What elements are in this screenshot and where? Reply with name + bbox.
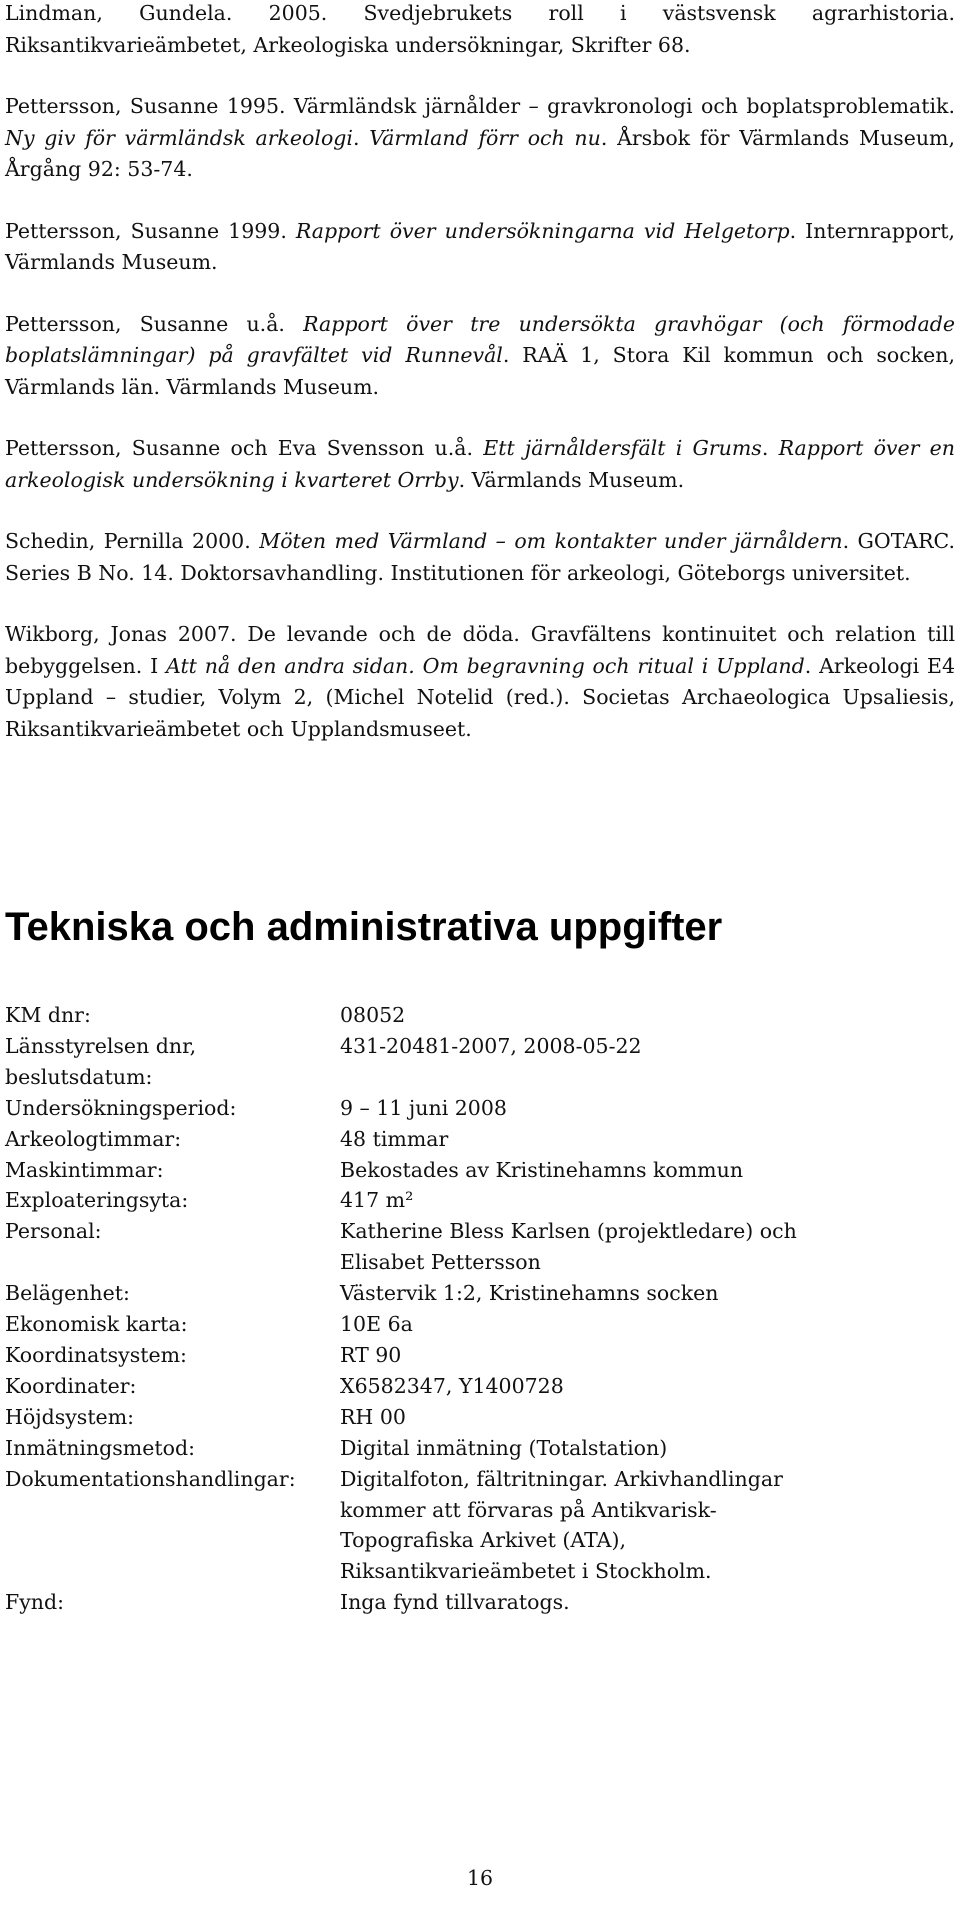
- detail-label: Maskintimmar:: [5, 1157, 164, 1182]
- detail-value: [340, 1340, 955, 1371]
- detail-row: [5, 1371, 955, 1402]
- detail-value-line: 431-20481-2007, 2008-05-22: [340, 1033, 642, 1058]
- detail-value: [340, 1371, 955, 1402]
- reference-title: Värmland förr och nu: [369, 125, 601, 150]
- detail-label: Fynd:: [5, 1590, 65, 1615]
- detail-value: [340, 1278, 955, 1309]
- reference-entry: [5, 309, 955, 404]
- reference-title: Rapport över tre undersökta gravhögar (och förmodade boplatslämningar) på gravfältet vid Runnevål: [5, 311, 955, 367]
- detail-label: Inmätningsmetod:: [5, 1435, 195, 1460]
- reference-entry: [5, 91, 955, 186]
- detail-value: [340, 1433, 955, 1464]
- reference-text: . Värmlands Museum.: [458, 467, 685, 492]
- detail-row: [5, 1155, 955, 1186]
- detail-value: [340, 1155, 955, 1186]
- detail-value: [340, 1000, 955, 1031]
- detail-value: [340, 1464, 955, 1588]
- reference-title: Rapport över en arkeologisk undersökning i kvarteret Orrby: [5, 436, 956, 492]
- detail-row: [5, 1433, 955, 1464]
- detail-value-line: 417 m²: [340, 1188, 414, 1213]
- reference-text: . Årsbok för Värmlands Museum, Årgång 92: 53-74.: [5, 125, 955, 181]
- detail-label: KM dnr:: [5, 1003, 91, 1027]
- technical-details-table: [5, 1000, 955, 1618]
- reference-text: Wikborg, Jonas 2007. De levande och de döda. Gravfältens kontinuitet och relation till bebyggelsen. I: [5, 622, 955, 678]
- detail-value-line: Bekostades av Kristinehamns kommun: [340, 1157, 744, 1182]
- reference-entry: [5, 433, 955, 496]
- detail-value: [340, 1124, 955, 1155]
- detail-value-line: RH 00: [340, 1404, 406, 1429]
- detail-value-line: Digitalfoton, fältritningar. Arkivhandlingar: [340, 1466, 783, 1491]
- reference-text: Schedin, Pernilla 2000.: [5, 529, 260, 553]
- reference-title: Att nå den andra sidan. Om begravning och ritual i Uppland: [166, 653, 805, 678]
- reference-entry: [5, 526, 955, 589]
- detail-row: [5, 1000, 955, 1031]
- reference-title: Ny giv för värmländsk arkeologi: [5, 125, 353, 150]
- reference-title: Rapport över undersökningarna vid Helgetorp: [295, 218, 790, 243]
- detail-value: [340, 1216, 955, 1278]
- detail-value-line: 08052: [340, 1003, 406, 1027]
- detail-label: Ekonomisk karta:: [5, 1312, 188, 1337]
- detail-label: Koordinater:: [5, 1373, 137, 1398]
- reference-text: . GOTARC. Series B No. 14. Doktorsavhandling. Institutionen för arkeologi, Göteborgs universitet.: [5, 529, 955, 585]
- detail-row: [5, 1093, 955, 1124]
- detail-row: [5, 1278, 955, 1309]
- detail-value-line: 48 timmar: [340, 1126, 449, 1151]
- detail-row: [5, 1124, 955, 1155]
- detail-row: [5, 1340, 955, 1371]
- detail-value-line: Västervik 1:2, Kristinehamns socken: [340, 1281, 719, 1306]
- reference-text: .: [761, 436, 779, 460]
- reference-text: . RAÄ 1, Stora Kil kommun och socken, Värmlands län. Värmlands Museum.: [5, 343, 955, 399]
- detail-label: Länsstyrelsen dnr, beslutsdatum:: [5, 1033, 197, 1089]
- detail-label: Exploateringsyta:: [5, 1188, 189, 1213]
- detail-value: [340, 1031, 955, 1062]
- detail-label: Koordinatsystem:: [5, 1342, 187, 1367]
- reference-text: Pettersson, Susanne 1995. Värmländsk järnålder – gravkronologi och boplatsproblematik.: [5, 94, 955, 118]
- detail-value-line: Elisabet Pettersson: [340, 1250, 541, 1275]
- detail-value-line: Inga fynd tillvaratogs.: [340, 1590, 570, 1615]
- detail-value: [340, 1402, 955, 1433]
- detail-value-line: Katherine Bless Karlsen (projektledare) och: [340, 1219, 797, 1244]
- reference-text: Pettersson, Susanne och Eva Svensson u.å.: [5, 436, 484, 460]
- detail-value-line: 9 – 11 juni 2008: [340, 1095, 507, 1120]
- detail-row: [5, 1587, 955, 1618]
- detail-label: Belägenhet:: [5, 1281, 130, 1306]
- detail-value-line: RT 90: [340, 1342, 402, 1367]
- detail-value-line: Digital inmätning (Totalstation): [340, 1435, 668, 1460]
- detail-label: Personal:: [5, 1219, 102, 1244]
- detail-row: [5, 1464, 955, 1588]
- detail-value-line: kommer att förvaras på Antikvarisk-: [340, 1497, 717, 1522]
- reference-entry: [5, 216, 955, 279]
- reference-text: . Internrapport, Värmlands Museum.: [5, 218, 955, 274]
- detail-value: [340, 1587, 955, 1618]
- reference-list: [5, 0, 955, 775]
- reference-entry: [5, 619, 955, 745]
- reference-title: Möten med Värmland – om kontakter under järnåldern: [259, 529, 843, 553]
- detail-value-line: 10E 6a: [340, 1312, 413, 1337]
- reference-text: Pettersson, Susanne 1999.: [5, 218, 296, 243]
- detail-value-line: Topografiska Arkivet (ATA),: [340, 1528, 626, 1553]
- detail-value: [340, 1309, 955, 1340]
- reference-text: .: [352, 125, 370, 150]
- reference-text: . Arkeologi E4 Uppland – studier, Volym 2, (Michel Notelid (red.). Societas Archaeologica Upsaliesis, Riksantikvarieämbetet och Upplandsmuseet.: [5, 653, 955, 741]
- detail-label: Höjdsystem:: [5, 1404, 135, 1429]
- detail-row: [5, 1031, 955, 1093]
- reference-entry: [5, 0, 955, 61]
- reference-title: Ett järnåldersfält i Grums: [483, 436, 762, 460]
- detail-row: [5, 1216, 955, 1278]
- detail-label: Undersökningsperiod:: [5, 1095, 237, 1120]
- detail-value-line: Riksantikvarieämbetet i Stockholm.: [340, 1559, 712, 1584]
- detail-value: [340, 1185, 955, 1216]
- detail-value-line: X6582347, Y1400728: [340, 1373, 564, 1398]
- reference-text: Lindman, Gundela. 2005. Svedjebrukets roll i västsvensk agrarhistoria. Riksantikvarieämbetet, Arkeologiska undersökningar, Skrifter 68.: [5, 1, 955, 57]
- detail-row: [5, 1402, 955, 1433]
- section-heading: Tekniska och administrativa uppgifter: [5, 905, 723, 949]
- detail-label: Arkeologtimmar:: [5, 1126, 182, 1151]
- document-page: [5, 0, 955, 1925]
- reference-text: Pettersson, Susanne u.å.: [5, 311, 304, 336]
- detail-label: Dokumentationshandlingar:: [5, 1466, 296, 1491]
- detail-value: [340, 1093, 955, 1124]
- page-number: 16: [466, 1866, 494, 1890]
- detail-row: [5, 1309, 955, 1340]
- detail-row: [5, 1185, 955, 1216]
